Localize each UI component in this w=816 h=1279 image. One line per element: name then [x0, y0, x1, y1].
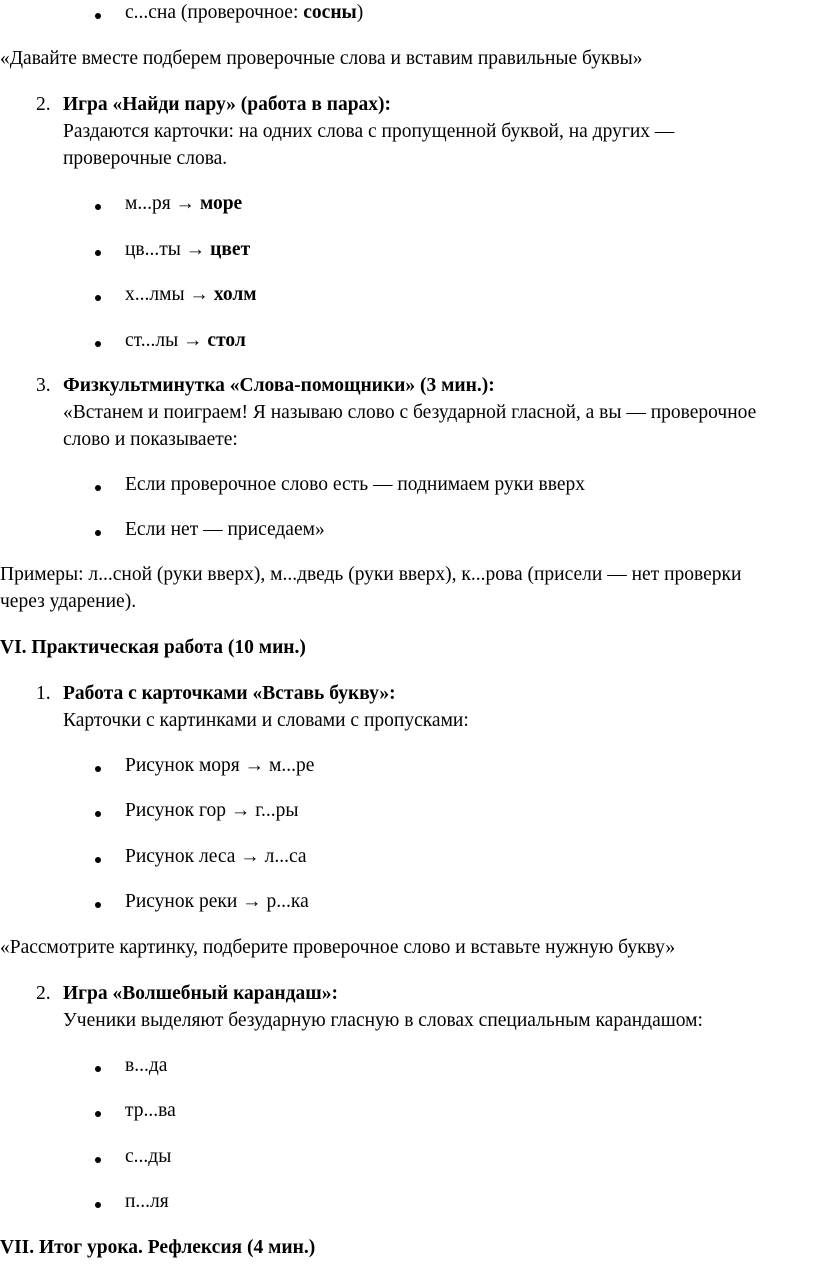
section-heading [0, 1235, 315, 1261]
item-description: Раздаются карточки: на одних слова с пропущенной буквой, на других — [63, 121, 675, 142]
check-word: стол [207, 330, 246, 351]
item-title [63, 981, 338, 1007]
list-item: с...ды [125, 1146, 172, 1167]
item-description: Ученики выделяют безударную гласную в словах специальным карандашом: [63, 1010, 703, 1031]
item-title [63, 92, 391, 118]
bullet-marker [95, 902, 101, 908]
pair-word: цв...ты → [125, 239, 211, 260]
bullet-marker [95, 485, 101, 491]
list-item [125, 191, 242, 217]
bullet-marker [95, 857, 101, 863]
list-item: в...да [125, 1055, 168, 1076]
list-number: 1. [36, 683, 51, 704]
bullet-marker [95, 1066, 101, 1072]
item-title [63, 681, 396, 707]
item-description: проверочные слова. [63, 148, 228, 169]
list-item [125, 0, 363, 26]
item-title [63, 373, 495, 399]
bullet-marker [95, 1157, 101, 1163]
list-item-text: с...сна (проверочное: [125, 2, 304, 23]
instruction-quote: «Рассмотрите картинку, подберите проверочное слово и вставьте нужную букву» [0, 937, 676, 958]
check-word: море [199, 193, 243, 214]
bullet-marker [95, 766, 101, 772]
bullet-marker [95, 1111, 101, 1117]
intro-quote: «Давайте вместе подберем проверочные слова и вставим правильные буквы» [0, 48, 643, 69]
list-item: Рисунок гор → г...ры [125, 800, 299, 821]
item-description: «Встанем и поиграем! Я называю слово с безударной гласной, а вы — проверочное [63, 402, 757, 423]
list-item: Рисунок реки → р...ка [125, 891, 309, 912]
item-title-text: Работа с карточками «Вставь букву»: [63, 683, 396, 704]
list-item: п...ля [125, 1191, 169, 1212]
bullet-marker [95, 204, 101, 210]
item-description: слово и показываете: [63, 429, 238, 450]
list-number: 2. [36, 983, 51, 1004]
list-item: тр...ва [125, 1100, 176, 1121]
bullet-marker [95, 341, 101, 347]
list-number: 2. [36, 94, 51, 115]
bullet-marker [95, 295, 101, 301]
list-item [125, 328, 246, 354]
list-number: 3. [36, 375, 51, 396]
list-item: Рисунок моря → м...ре [125, 755, 315, 776]
pair-word: ст...лы → [125, 330, 208, 351]
list-item: Если проверочное слово есть — поднимаем руки вверх [125, 474, 585, 495]
examples-text: через ударение). [0, 591, 137, 612]
item-title-text: Физкультминутка «Слова-помощники» (3 мин.): [63, 375, 495, 396]
bullet-marker [95, 811, 101, 817]
list-item [125, 282, 257, 308]
bullet-marker [95, 1202, 101, 1208]
list-item [125, 237, 250, 263]
examples-text: Примеры: л...сной (руки вверх), м...дведь (руки вверх), к...рова (присели — нет проверки [0, 564, 742, 585]
section-heading-text: VI. Практическая работа (10 мин.) [0, 637, 306, 658]
check-word: сосны [303, 2, 357, 23]
bullet-marker [95, 13, 101, 19]
list-item: Рисунок леса → л...са [125, 846, 307, 867]
section-heading-text: VII. Итог урока. Рефлексия (4 мин.) [0, 1237, 316, 1258]
item-title-text: Игра «Найди пару» (работа в парах): [63, 94, 392, 115]
list-item: Если нет — приседаем» [125, 519, 325, 540]
check-word: холм [213, 284, 257, 305]
bullet-marker [95, 250, 101, 256]
pair-word: м...ря → [125, 193, 200, 214]
list-item-suffix: ) [356, 2, 364, 23]
check-word: цвет [210, 239, 251, 260]
bullet-marker [95, 530, 101, 536]
pair-word: х...лмы → [125, 284, 214, 305]
item-title-text: Игра «Волшебный карандаш»: [63, 983, 338, 1004]
item-description: Карточки с картинками и словами с пропусками: [63, 710, 469, 731]
section-heading [0, 635, 306, 661]
